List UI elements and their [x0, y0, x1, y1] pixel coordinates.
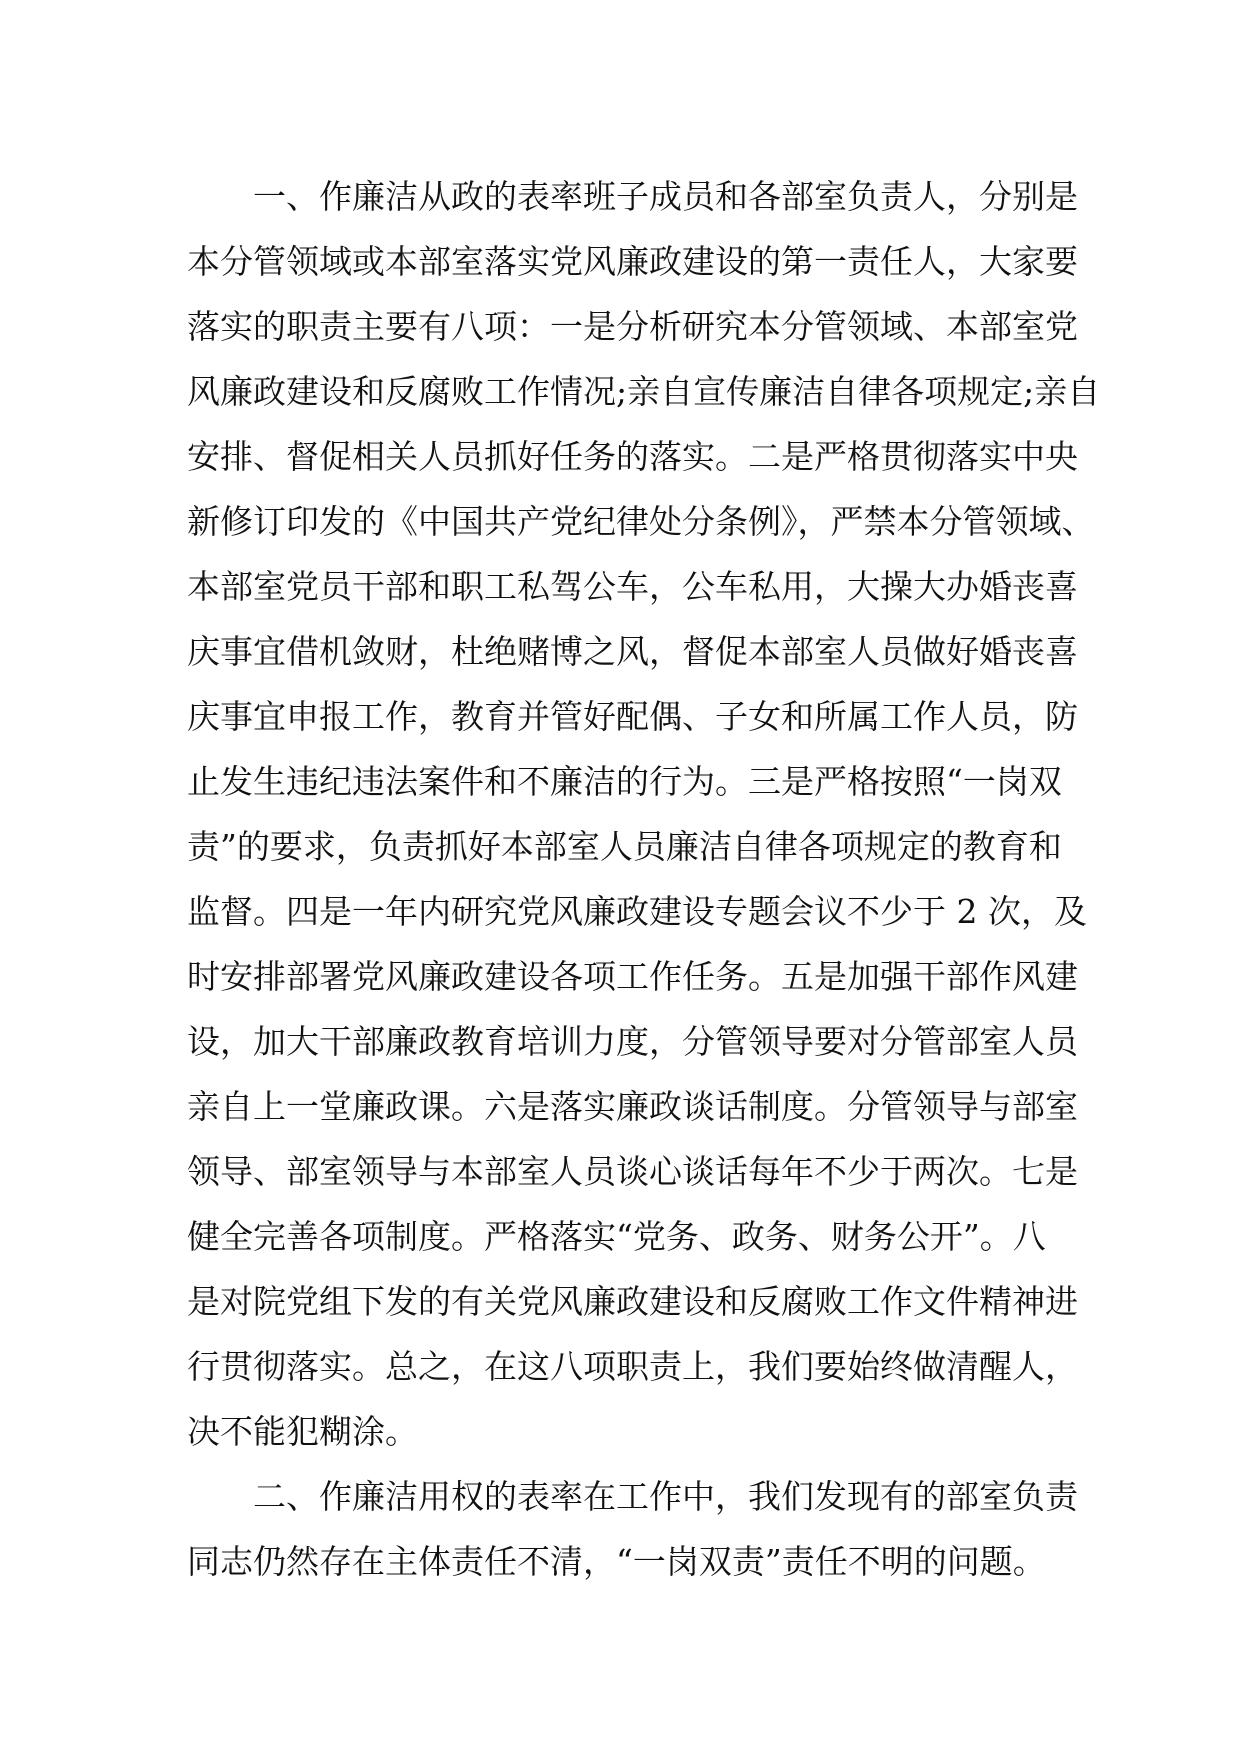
paragraph-line: 监督。四是一年内研究党风廉政建设专题会议不少于 2 次，及: [187, 892, 1087, 931]
paragraph-line: 一、作廉洁从政的表率班子成员和各部室负责人，分别是: [253, 177, 1078, 216]
paragraph-line: 是对院党组下发的有关党风廉政建设和反腐败工作文件精神进: [187, 1282, 1078, 1321]
paragraph-line: 安排、督促相关人员抓好任务的落实。二是严格贯彻落实中央: [187, 437, 1078, 476]
paragraph-line: 庆事宜借机敛财，杜绝赌博之风，督促本部室人员做好婚丧喜: [187, 632, 1078, 671]
paragraph-line: 领导、部室领导与本部室人员谈心谈话每年不少于两次。七是: [187, 1152, 1078, 1191]
paragraph-line: 本分管领域或本部室落实党风廉政建设的第一责任人，大家要: [187, 242, 1078, 281]
paragraph-line: 决不能犯糊涂。: [187, 1412, 418, 1451]
paragraph-line: 设，加大干部廉政教育培训力度，分管领导要对分管部室人员: [187, 1022, 1078, 1061]
paragraph-line: 风廉政建设和反腐败工作情况;亲自宣传廉洁自律各项规定;亲自: [187, 372, 1101, 411]
paragraph-line: 健全完善各项制度。严格落实“党务、政务、财务公开”。八: [187, 1217, 1046, 1256]
paragraph-line: 责”的要求，负责抓好本部室人员廉洁自律各项规定的教育和: [187, 827, 1062, 866]
paragraph-line: 新修订印发的《中国共产党纪律处分条例》，严禁本分管领域、: [187, 502, 1095, 541]
paragraph-line: 本部室党员干部和职工私驾公车，公车私用，大操大办婚丧喜: [187, 567, 1078, 606]
paragraph-line: 亲自上一堂廉政课。六是落实廉政谈话制度。分管领导与部室: [187, 1087, 1078, 1126]
paragraph-line: 落实的职责主要有八项：一是分析研究本分管领域、本部室党: [187, 307, 1078, 346]
document-body: [187, 164, 1101, 1594]
paragraph-line: 行贯彻落实。总之，在这八项职责上，我们要始终做清醒人，: [187, 1347, 1078, 1386]
paragraph-line: 庆事宜申报工作，教育并管好配偶、子女和所属工作人员，防: [187, 697, 1078, 736]
paragraph-line: 时安排部署党风廉政建设各项工作任务。五是加强干部作风建: [187, 957, 1078, 996]
paragraph-line: 止发生违纪违法案件和不廉洁的行为。三是严格按照“一岗双: [187, 762, 1062, 801]
paragraph-line: 二、作廉洁用权的表率在工作中，我们发现有的部室负责: [253, 1477, 1078, 1516]
paragraph-line: 同志仍然存在主体责任不清，“一岗双责”责任不明的问题。: [187, 1542, 1046, 1581]
